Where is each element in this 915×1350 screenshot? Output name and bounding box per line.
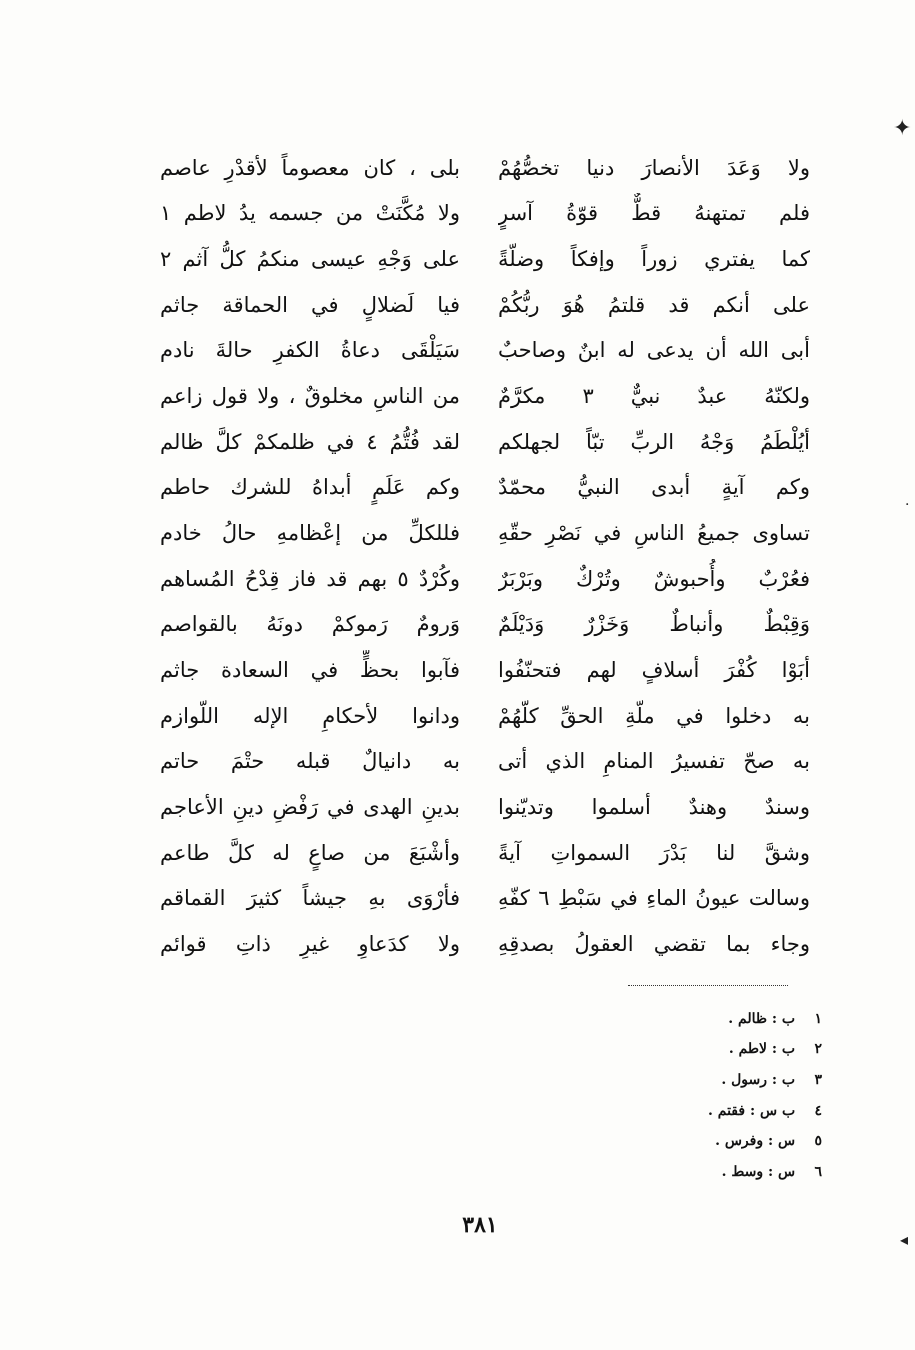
second-hemistich: لقد فُتُّمُ ٤ في ظلمكمْ كلَّ ظالم — [160, 430, 460, 454]
poem — [150, 148, 810, 978]
footnote-text: س : وسط . — [721, 1164, 796, 1180]
second-hemistich: ولا مُكَّنَتْ من جسمه يدُ لاطم ١ — [160, 201, 460, 225]
footnote-text: ب : ظالم . — [728, 1011, 796, 1027]
verse-row — [150, 422, 810, 462]
footnote-text: ب : لاطم . — [728, 1041, 796, 1057]
first-hemistich: فعُرْبٌ وأُحبوشٌ وتُرْكٌ وبَرْبَرٌ — [498, 567, 810, 591]
first-hemistich: ولا وَعَدَ الأنصارَ دنيا تخصُّهُمْ — [498, 156, 810, 180]
second-hemistich: وكُرْدٌ ٥ بهم قد فاز قِدْحُ المُساهم — [160, 567, 460, 591]
verse-row — [150, 741, 810, 781]
verse-row — [150, 559, 810, 599]
margin-star-mark: ✦ — [893, 116, 912, 141]
first-hemistich: به صحّ تفسيرُ المنامِ الذي أتى — [498, 749, 810, 773]
footnote-divider — [628, 985, 788, 986]
second-hemistich: وَرومٌ رَموكمْ دونَهُ بالقواصم — [160, 612, 460, 636]
verse-row — [150, 239, 810, 279]
footnote — [560, 1036, 822, 1062]
first-hemistich: وجاء بما تقضي العقولُ بصدقِهِ — [498, 932, 810, 956]
second-hemistich: وكم عَلَمٍ أبداهُ للشرك حاطم — [160, 475, 460, 499]
footnote-text: س : وفرس . — [715, 1133, 796, 1149]
second-hemistich: بدينِ الهدى في رَفْضِ دينِ الأعاجم — [160, 795, 460, 819]
first-hemistich: وكم آيةٍ أبدى النبيُّ محمّدٌ — [498, 475, 810, 499]
margin-speck: ◂ — [900, 1230, 909, 1249]
first-hemistich: وسندٌ وهندٌ أسلموا وتديّنوا — [498, 795, 810, 819]
verse-row — [150, 787, 810, 827]
first-hemistich: ولكنّهُ عبدٌ نبيٌّ ٣ مكرَّمٌ — [498, 384, 810, 408]
first-hemistich: وَقِبْطٌ وأنباطٌ وَخَزْرٌ وَدَيْلَمٌ — [498, 612, 810, 636]
footnote-text: ب : رسول . — [721, 1072, 796, 1088]
second-hemistich: سَيَلْقَى دعاةُ الكفرِ حالةَ نادم — [160, 338, 460, 362]
first-hemistich: كما يفتري زوراً وإفكاً وضلّةً — [498, 247, 810, 271]
verse-row — [150, 924, 810, 964]
verse-row — [150, 193, 810, 233]
verse-row — [150, 330, 810, 370]
margin-speck: · — [905, 497, 910, 513]
second-hemistich: ودانوا لأحكامِ الإله اللّوازم — [160, 704, 460, 728]
first-hemistich: فلم تمتهنهُ قطٌّ قوّةُ آسرٍ — [498, 201, 810, 225]
footnote-number: ٤ — [814, 1103, 822, 1119]
footnote-number: ٥ — [814, 1133, 822, 1149]
second-hemistich: فللكلِّ من إعْظامهِ حالُ خادم — [160, 521, 460, 545]
verse-row — [150, 878, 810, 918]
first-hemistich: تساوى جميعُ الناسِ في نَصْرِ حقّهِ — [498, 521, 810, 545]
second-hemistich: ولا كدَعاوِ غيرِ ذاتِ قوائم — [160, 932, 460, 956]
second-hemistich: فأرْوَى بهِ جيشاً كثيرَ القماقم — [160, 886, 460, 910]
verse-row — [150, 513, 810, 553]
footnote-number: ٢ — [814, 1041, 822, 1057]
second-hemistich: على وَجْهِ عيسى منكمُ كلُّ آثم ٢ — [160, 247, 460, 271]
verse-row — [150, 833, 810, 873]
verse-row — [150, 467, 810, 507]
first-hemistich: أيُلْطَمُ وَجْهُ الربِّ تبّاً لجهلكم — [498, 430, 810, 454]
footnote-number: ٦ — [814, 1164, 822, 1180]
second-hemistich: وأشْبَعَ من صاعٍ له كلَّ طاعم — [160, 841, 460, 865]
footnote — [560, 1098, 822, 1124]
verse-row — [150, 285, 810, 325]
footnote — [560, 1128, 822, 1154]
footnote — [560, 1067, 822, 1093]
verse-row — [150, 604, 810, 644]
second-hemistich: فيا لَضلالٍ في الحماقة جاثم — [160, 293, 460, 317]
page-number: ٣٨١ — [462, 1212, 498, 1238]
first-hemistich: وسالت عيونُ الماءِ في سَبْطِ ٦ كفّهِ — [498, 886, 810, 910]
footnote-text: ب س : فقتم . — [708, 1103, 796, 1119]
footnote-number: ١ — [814, 1011, 822, 1027]
first-hemistich: به دخلوا في ملّةِ الحقِّ كلّهُمْ — [498, 704, 810, 728]
second-hemistich: من الناسِ مخلوقٌ ، ولا قول زاعم — [160, 384, 460, 408]
footnote-number: ٣ — [814, 1072, 822, 1088]
verse-row — [150, 148, 810, 188]
verse-row — [150, 376, 810, 416]
first-hemistich: أبَوْا كُفْرَ أسلافٍ لهم فتحنّفُوا — [498, 658, 810, 682]
first-hemistich: وشقَّ لنا بَدْرَ السمواتِ آيةً — [498, 841, 810, 865]
footnote — [560, 1159, 822, 1185]
first-hemistich: أبى الله أن يدعى له ابنٌ وصاحبٌ — [498, 338, 810, 362]
second-hemistich: بلى ، كان معصوماً لأقدْرِ عاصم — [160, 156, 460, 180]
second-hemistich: فآبوا بحظٍّ في السعادة جاثم — [160, 658, 460, 682]
verse-row — [150, 650, 810, 690]
footnote — [560, 1006, 822, 1032]
verse-row — [150, 696, 810, 736]
first-hemistich: على أنكم قد قلتمُ هُوَ ربُّكُمْ — [498, 293, 810, 317]
second-hemistich: به دانيالٌ قبله حتْمَ حاتم — [160, 749, 460, 773]
